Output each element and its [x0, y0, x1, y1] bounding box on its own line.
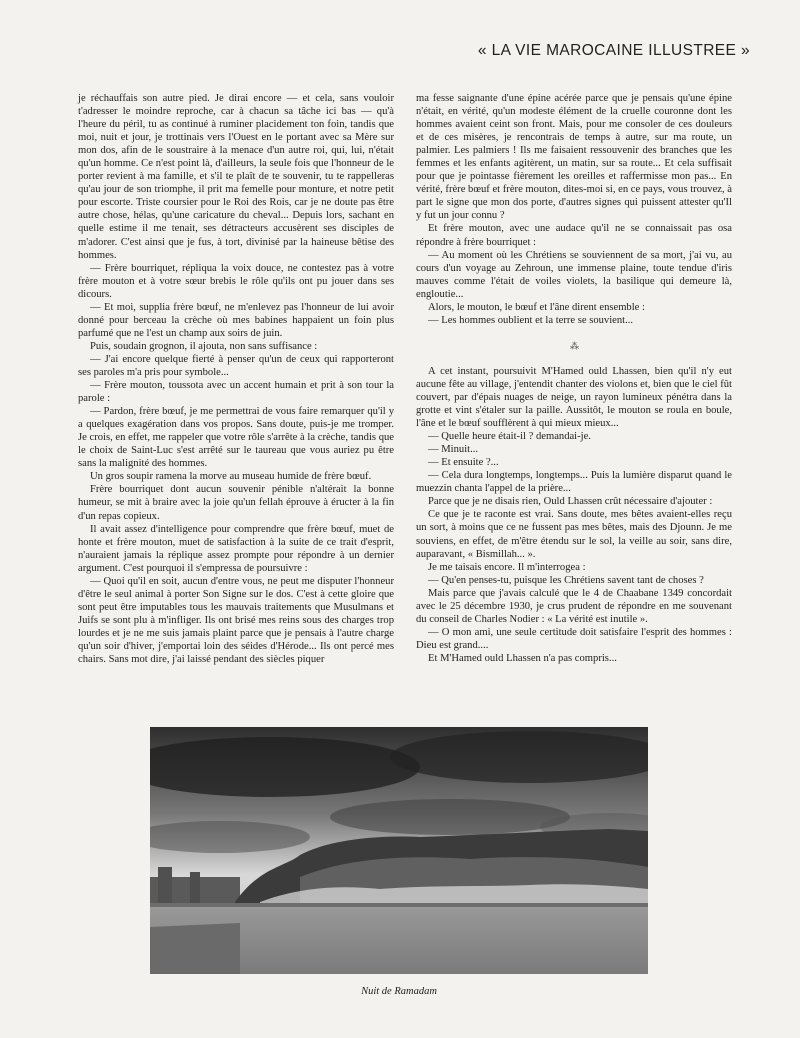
- paragraph: Frère bourriquet dont aucun souvenir pénible n'altérait la bonne humeur, se mit à braire avec la joie qu'un fellah éprouve à éructer à la fin d'un repas copieux.: [78, 484, 394, 522]
- paragraph: — Minuit...: [428, 444, 479, 456]
- paragraph: Et frère mouton, avec une audace qu'il ne se connaissait pas osa répondre à frère bourriquet :: [416, 223, 732, 248]
- section-separator: ⁂: [570, 340, 578, 351]
- paragraph: — Quoi qu'il en soit, aucun d'entre vous, ne peut me disputer l'honneur d'être le seul animal à porter Son Signe sur le dos. C'est à cette gloire que sont peut être imputables tous les mauvais traitements que Musulmans et Juifs se sont plu à m'infliger. Ils ont brisé mes reins sous des charges trop lourdes et je ne me suis jamais plaint parce que je pensais à l'autre charge qu'un soir d'hiver, j'emportai loin des séides d'Hérode... Ils ont percé mes chairs. Sans mot dire, j'ai laissé pendant des siècles piquer: [78, 575, 394, 666]
- paragraph: Parce que je ne disais rien, Ould Lhassen crût nécessaire d'ajouter :: [428, 496, 713, 508]
- paragraph: — Cela dura longtemps, longtemps... Puis la lumière disparut quand le muezzin chanta l'appel de la prière...: [416, 470, 732, 495]
- right-column: [416, 92, 732, 665]
- paragraph: — Quelle heure était-il ? demandai-je.: [428, 431, 591, 443]
- paragraph: Un gros soupir ramena la morve au museau humide de frère bœuf.: [90, 471, 372, 483]
- paragraph: Mais parce que j'avais calculé que le 4 de Chaabane 1349 concordait avec le 25 décembre 1930, je crus prudent de répondre en me souvenant du conseil de Charles Nodier : « La vérité est inutile ».: [416, 587, 732, 625]
- paragraph: — Et ensuite ?...: [428, 457, 499, 469]
- paragraph: — Frère mouton, toussota avec un accent humain et prit à son tour la parole :: [78, 380, 394, 405]
- paragraph: ma fesse saignante d'une épine acérée parce que je pensais qu'une épine n'était, en vérité, qu'un modeste élément de la cruelle couronne dont les hommes avaient ceint son front. Mais, pour me consoler de ces douleurs et de ces misères, je rencontrais de temps à autre, sur ma route, un palmier. Les palmiers ! Ils me faisaient ressouvenir des branches que les femmes et les enfants agitèrent, un matin, sur sa route... Et cela suffisait pour que je pointasse fièrement les oreilles et raffermisse mon pas... En vérité, frère bœuf et frère mouton, dites-moi si, en ce pays, vous trouvez, à part le signe que mon dos porte, d'autres signes qui puissent attester qu'Il y fut un jour connu ?: [416, 93, 732, 222]
- paragraph: — Et moi, supplia frère bœuf, ne m'enlevez pas l'honneur de lui avoir donné pour berceau la crèche où mes babines happaient un foin plus parfumé que ne l'est un champ aux soirs de juin.: [78, 301, 394, 339]
- paragraph: Il avait assez d'intelligence pour comprendre que frère bœuf, muet de honte et frère mouton, muet de satisfaction à la suite de ce trait d'esprit, n'auraient jamais la réplique assez prompte pour répondre à un dernier argument. C'est pourquoi il s'empressa de poursuivre :: [78, 523, 394, 574]
- paragraph: je réchauffais son autre pied. Je dirai encore — et cela, sans vouloir t'adresser le moindre reproche, car à chacun sa tâche ici bas — qu'à l'heure du péril, tu as continué à ruminer placidement ton foin, tandis que moi, nuit et jour, je trottinais vers l'Ouest en le portant avec sa Mère sur mon dos, afin de le soustraire à la menace d'un autre roi, qui, lui, n'était qu'un homme. Ce n'est point là, d'ailleurs, la seule fois que l'honneur de le porter revient à ma famille, et s'il te plaît de te souvenir, tu te rappelleras qu'au jour de son triomphe, il prit ma femelle pour monture, et notre petit pour escorte. Triste coursier pour le Roi des Rois, car je ne doute pas être autre chose, hélas, qu'une caricature du cheval... Depuis lors, sachant en quelle estime il me tenait, ses détracteurs accusèrent ses disciples de m'adorer. C'est ainsi que je fus, à tort, divinisé par la haineuse bêtise des hommes.: [78, 93, 394, 261]
- paragraph: — Pardon, frère bœuf, je me permettrai de vous faire remarquer qu'il y a quelques exagération dans vos propos. Sans doute, puis-je me tromper. Je crois, en effet, me rappeler que votre rôle s'arrête à la crèche, tandis que le choix de Saint-Luc s'est arrêté sur le taureau que vous auriez pu être sans la malignité des hommes.: [78, 406, 394, 470]
- magazine-header: « LA VIE MAROCAINE ILLUSTREE »: [477, 42, 750, 59]
- paragraph: Je me taisais encore. Il m'interrogea :: [428, 561, 586, 573]
- photo-caption: Nuit de Ramadam: [361, 986, 437, 997]
- paragraph: — O mon ami, une seule certitude doit satisfaire l'esprit des hommes : Dieu est grand....: [416, 626, 732, 651]
- left-column: [78, 92, 394, 666]
- paragraph: — J'ai encore quelque fierté à penser qu'un de ceux qui rapporteront ses paroles m'a pris pour symbole...: [78, 353, 394, 378]
- paragraph: — Les hommes oublient et la terre se souvient...: [428, 314, 634, 326]
- paragraph: Puis, soudain grognon, il ajouta, non sans suffisance :: [90, 340, 318, 352]
- paragraph: Et M'Hamed ould Lhassen n'a pas compris...: [428, 652, 617, 664]
- paragraph: — Qu'en penses-tu, puisque les Chrétiens savent tant de choses ?: [428, 574, 704, 586]
- paragraph: Alors, le mouton, le bœuf et l'âne dirent ensemble :: [428, 301, 645, 313]
- ramadan-night-photo: [150, 727, 648, 974]
- paragraph: — Frère bourriquet, répliqua la voix douce, ne contestez pas à votre frère mouton et à votre sœur brebis le rôle qu'ils ont pu jouer dans ses dicours.: [78, 262, 394, 300]
- paragraph: Ce que je te raconte est vrai. Sans doute, mes bêtes avaient-elles reçu un sort, à moins que ce ne fussent pas mes bêtes, mais des Djounn. Je me souviens, en effet, de m'être étendu sur le sol, la veille au soir, sans dire, auparavant, « Bismillah... ».: [416, 509, 732, 560]
- paragraph: A cet instant, poursuivit M'Hamed ould Lhassen, bien qu'il n'y eut aucune fête au village, j'entendit chanter des violons et, bien que le ciel fût couvert, par d'épais nuages de neige, un rayon lumineux pénétra dans la grotte et vint s'étaler sur la paille. Aussitôt, le mouton se roula en boule, l'âne et le bœuf soufflèrent à qui mieux mieux...: [416, 365, 732, 430]
- paragraph: — Au moment où les Chrétiens se souviennent de sa mort, j'ai vu, au cours d'un voyage au Zehroun, une immense plaine, toute tendue d'iris mauves comme l'était de voiles violets, la basilique qui demeure là, engloutie...: [416, 249, 732, 300]
